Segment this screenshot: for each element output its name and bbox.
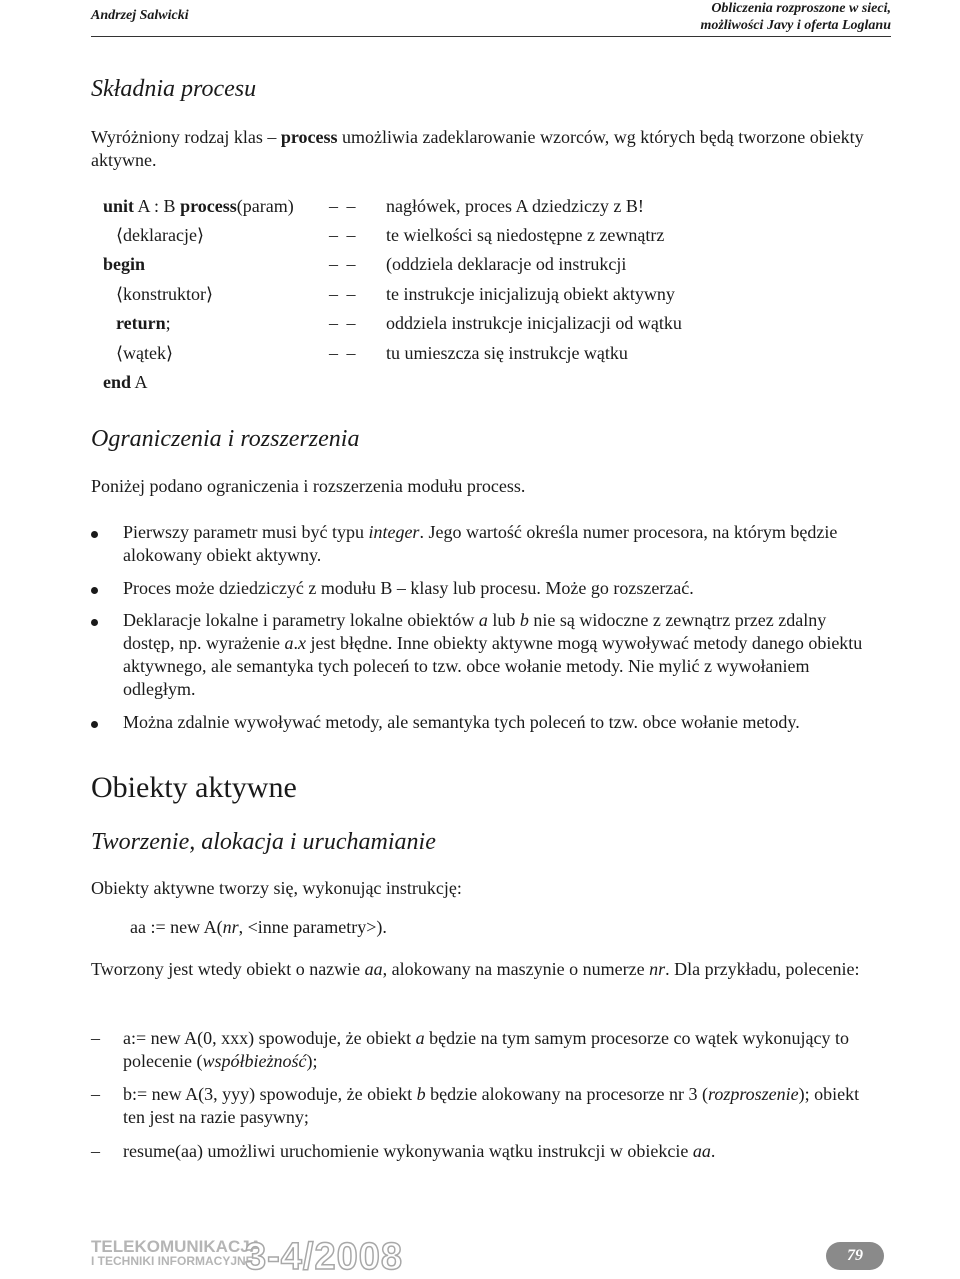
dash-marker: – xyxy=(91,1084,100,1104)
dash-text-2 xyxy=(123,1083,881,1129)
code-row-watek xyxy=(103,343,903,367)
journal-logo-line2: I TECHNIKI INFORMACYJNE xyxy=(91,1254,254,1268)
code-comment-2: te wielkości są niedostępne z zewnątrz xyxy=(386,225,665,245)
d3-text-b: . xyxy=(710,1141,716,1161)
intro-text-c: umożliwia zadeklarowanie wzorców, wg których będą tworzone obiekty aktywne. xyxy=(91,127,864,170)
code-comment-4: te instrukcje inicjalizują obiekt aktywny xyxy=(386,284,675,304)
code-konstruktor: ⟨konstruktor⟩ xyxy=(116,284,214,304)
d2-text-c: ); obiekt ten jest na razie pasywny; xyxy=(123,1084,860,1127)
b1-text-a: Pierwszy parametr musi być typu xyxy=(123,522,369,542)
code-row-return xyxy=(103,313,903,337)
comment-dash: – – xyxy=(329,254,358,274)
comment-dash: – – xyxy=(329,225,358,245)
d3-italic-aa: aa xyxy=(692,1141,711,1161)
p2-text-a: Tworzony jest wtedy obiekt o nazwie xyxy=(91,959,365,979)
issue-number: 3-4/2008 xyxy=(245,1236,404,1278)
intro-keyword-process: process xyxy=(280,127,338,147)
journal-logo xyxy=(91,1237,262,1268)
subheading-tworzenie: Tworzenie, alokacja i uruchamianie xyxy=(91,829,436,855)
b1-text-b: . Jego wartość określa numer procesora, na którym będzie alokowany obiekt aktywny. xyxy=(123,522,838,565)
code-row-begin xyxy=(103,254,903,278)
comment-dash: – – xyxy=(329,196,358,216)
paragraph-ograniczenia-intro: Poniżej podano ograniczenia i rozszerzenia modułu process. xyxy=(91,476,526,496)
bullet-text-4: Można zdalnie wywoływać metody, ale semantyka tych poleceń to tzw. obce wołanie metody. xyxy=(123,712,800,732)
code-return xyxy=(103,313,171,334)
code-comment-1: nagłówek, proces A dziedziczy z B! xyxy=(386,196,644,216)
code-unit-header xyxy=(103,196,294,217)
b3-text-a: Deklaracje lokalne i parametry lokalne obiektów xyxy=(123,610,479,630)
b3-text-c: nie są widoczne z zewnątrz przez zdalny dostęp, np. wyrażenie xyxy=(123,610,827,653)
code-row-unit xyxy=(103,196,903,220)
code-row-end xyxy=(103,372,903,396)
running-header-title-line1: Obliczenia rozproszone w sieci, xyxy=(711,1,891,16)
bullet-dot xyxy=(91,609,98,632)
page-number-badge: 79 xyxy=(826,1242,884,1270)
section-title-ograniczenia: Ograniczenia i rozszerzenia xyxy=(91,426,360,452)
kw-process: process xyxy=(180,196,237,216)
d1-italic-a: a xyxy=(415,1028,425,1048)
b3-text-b: lub xyxy=(487,610,520,630)
p2-italic-nr: nr xyxy=(649,959,666,979)
b1-italic: integer xyxy=(368,522,420,542)
statement-new xyxy=(130,916,930,939)
code-row-deklaracje xyxy=(103,225,903,249)
kw-begin: begin xyxy=(103,254,146,274)
bullet-dot xyxy=(91,577,98,600)
heading-obiekty-aktywne: Obiekty aktywne xyxy=(91,771,297,804)
code-end xyxy=(103,372,148,393)
comment-dash: – – xyxy=(329,343,358,363)
dash-marker: – xyxy=(91,1028,100,1048)
paragraph-intro xyxy=(91,126,891,172)
b3-italic-b: b xyxy=(519,610,529,630)
paragraph-tworzenie: Obiekty aktywne tworzy się, wykonując instrukcję: xyxy=(91,878,462,898)
section-title-skladnia: Składnia procesu xyxy=(91,76,257,102)
code-watek: ⟨wątek⟩ xyxy=(116,343,174,363)
code-unit-mid: A : B xyxy=(134,196,181,216)
code-unit-tail: (param) xyxy=(236,196,294,216)
kw-return: return xyxy=(116,313,166,333)
dash-text-1 xyxy=(123,1027,881,1073)
bullet-dot xyxy=(91,711,98,734)
running-header-title-line2: możliwości Javy i oferta Loglanu xyxy=(700,18,891,33)
d1-italic-wspolbieznosc: współbieżność xyxy=(202,1051,307,1071)
b3-italic-a: a xyxy=(478,610,488,630)
p2-text-b: , alokowany na maszynie o numerze xyxy=(382,959,650,979)
comment-dash: – – xyxy=(329,313,358,333)
comment-dash: – – xyxy=(329,284,358,304)
code-end-tail: A xyxy=(131,372,148,392)
code-deklaracje: ⟨deklaracje⟩ xyxy=(116,225,204,245)
d2-text-b: będzie alokowany na procesorze nr 3 ( xyxy=(425,1084,708,1104)
code-comment-6: tu umieszcza się instrukcje wątku xyxy=(386,343,628,363)
d2-text-a: b:= new A(3, yyy) spowoduje, że obiekt xyxy=(123,1084,417,1104)
bullet-dot xyxy=(91,521,98,544)
header-rule xyxy=(91,36,891,37)
p2-text-c: . Dla przykładu, polecenie: xyxy=(665,959,860,979)
d1-text-c: ); xyxy=(306,1051,318,1071)
code-comment-5: oddziela instrukcje inicjalizacji od wątku xyxy=(386,313,682,333)
b3-italic-a2: a xyxy=(284,633,294,653)
paragraph-tworzony xyxy=(91,958,891,981)
p2-italic-aa: aa xyxy=(364,959,383,979)
dash-text-3 xyxy=(123,1140,881,1163)
b3-italic-x: x xyxy=(297,633,306,653)
running-header-author: Andrzej Salwicki xyxy=(91,8,189,23)
kw-end: end xyxy=(103,372,132,392)
code-return-tail: ; xyxy=(165,313,171,333)
bullet-text-2: Proces może dziedziczyć z modułu B – klasy lub procesu. Może go rozszerzać. xyxy=(123,578,694,598)
d2-italic-rozproszenie: rozproszenie xyxy=(707,1084,799,1104)
b3-text-d: . xyxy=(293,633,298,653)
stmt-text-a: aa := new A( xyxy=(130,917,223,937)
stmt-italic-nr: nr xyxy=(222,917,239,937)
code-row-konstruktor xyxy=(103,284,903,308)
d1-text-b: będzie na tym samym procesorze co wątek wykonujący to polecenie ( xyxy=(123,1028,849,1071)
stmt-text-b: , <inne parametry>). xyxy=(238,917,387,937)
kw-unit: unit xyxy=(103,196,135,216)
running-header-title xyxy=(700,0,891,34)
d1-text-a: a:= new A(0, xxx) spowoduje, że obiekt xyxy=(123,1028,416,1048)
b3-text-e: jest błędne. Inne obiekty aktywne mogą wywoływać metody danego obiektu aktywnego, ale semantyka tych poleceń to tzw. obce wołanie metody. Nie mylić z wywołaniem odległym. xyxy=(123,633,863,699)
bullet-text-1 xyxy=(123,521,881,567)
code-comment-3: (oddziela deklaracje od instrukcji xyxy=(386,254,627,274)
bullet-text-3 xyxy=(123,609,881,701)
d3-text-a: resume(aa) umożliwi uruchomienie wykonywania wątku instrukcji w obiekcie xyxy=(123,1141,693,1161)
d2-italic-b: b xyxy=(416,1084,426,1104)
dash-marker: – xyxy=(91,1141,100,1161)
intro-text-a: Wyróżniony rodzaj klas – xyxy=(91,127,281,147)
journal-logo-line1: TELEKOMUNIKACJA xyxy=(91,1237,262,1256)
